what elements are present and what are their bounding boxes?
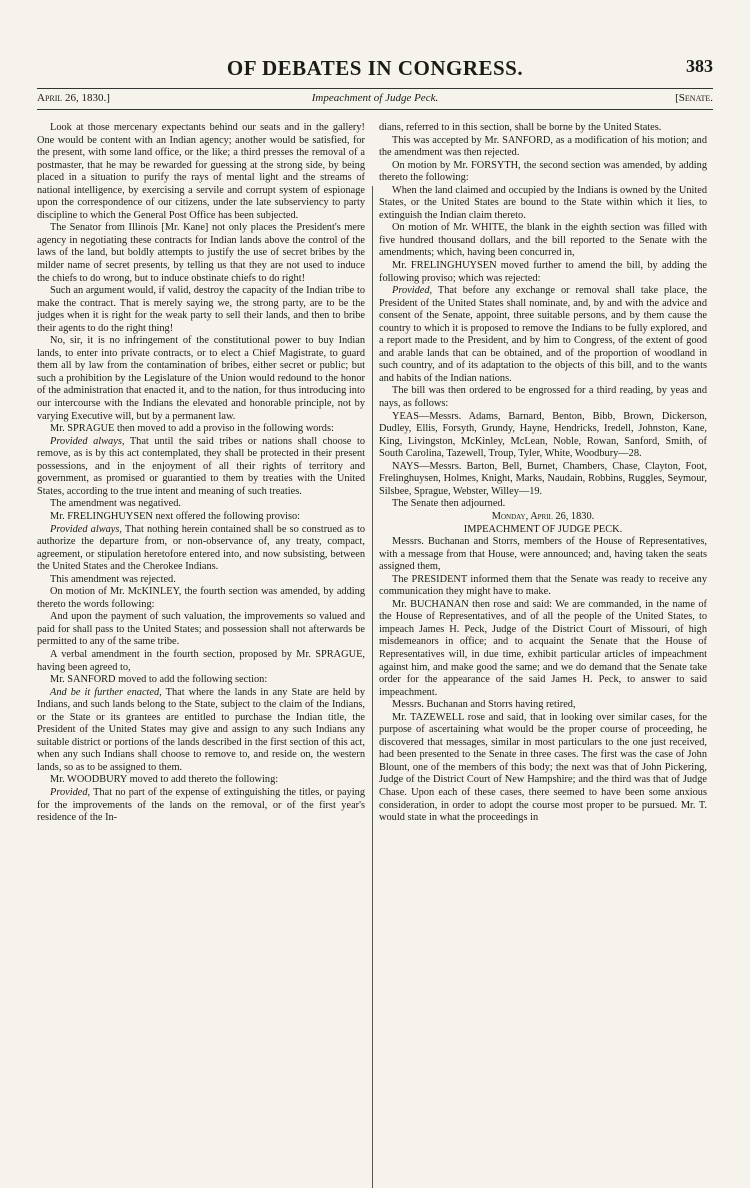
paragraph-text: This amendment was rejected. <box>50 573 176 585</box>
paragraph-text: That before any exchange or removal shall take place, the President of the United States shall nominate, and, by and with the advice and consent of the Senate, appoint, three suitable persons, and by them cause the country to which it is proposed to remove the Indians to be fully explored, and a report made to the President, and by him to Congress, of the extent of good and arable lands that can be obtained, and of the proportion of woodland in such country, and of its adaptation to the objects of this bill, and to the wants and habits of the Indian nations. <box>379 285 707 384</box>
paragraph <box>379 712 707 825</box>
paragraph <box>37 222 365 285</box>
proviso-lead: Provided always, <box>50 435 125 447</box>
paragraph <box>379 599 707 699</box>
paragraph <box>379 574 707 599</box>
paragraph <box>379 222 707 260</box>
proviso-lead: Provided always, <box>50 523 122 535</box>
paragraph-text: This was accepted by Mr. SANFORD, as a modification of his motion; and the amendment was then rejected. <box>379 134 707 159</box>
running-title: OF DEBATES IN CONGRESS. <box>226 56 524 80</box>
paragraph <box>37 674 365 687</box>
paragraph-text: The Senator from Illinois [Mr. Kane] not only places the President's mere agency in negotiating these contracts for Indian lands above the control of the laws of the land, but boldly attempts to justify the use of secret bribes by the milder name of secret presents, by telling us that they are not used to induce the chiefs to do wrong, but to induce obstinate chiefs to do right! <box>37 222 365 284</box>
paragraph-text: That nothing herein contained shall be so construed as to authorize the departure from, or non-observance of, any treaty, compact, agreement, or stipulation heretofore entered into, and now subsisting, between the United States and the Cherokee Indians. <box>37 523 365 573</box>
paragraph-text: Mr. TAZEWELL rose and said, that in looking over similar cases, for the purpose of ascertaining what would be the proper course of proceeding, he discovered that messages, similar in most particulars to the one just received, had been presented to the Senate in three cases. The first was the case of John Blount, one of the members of this body; the next was that of John Pickering, Judge of the District Court of New Hampshire; and the third was that of Judge Chase. Upon each of these cases, there seemed to have been some anxious consideration, in order to adopt the course most proper to be pursued. Mr. T. would state in what the proceedings in <box>379 711 707 824</box>
paragraph <box>379 536 707 574</box>
paragraph <box>379 511 707 524</box>
page-number: 383 <box>686 56 713 76</box>
proviso-lead: And be it further enacted, <box>50 686 162 698</box>
proviso-lead: Provided, <box>392 285 433 297</box>
paragraph-text: On motion of Mr. McKINLEY, the fourth section was amended, by adding thereto the words following: <box>37 586 365 610</box>
paragraph <box>37 787 365 825</box>
paragraph-text: When the land claimed and occupied by the Indians is owned by the United States, or the United States are bound to the State within which it lies, to extinguish the Indian claim thereto. <box>379 184 707 221</box>
proviso-lead: Provided, <box>50 786 91 798</box>
paragraph <box>37 611 365 649</box>
paragraph <box>37 511 365 524</box>
paragraph-text: Mr. WOODBURY moved to add thereto the following: <box>50 774 279 786</box>
paragraph <box>379 498 707 511</box>
paragraph <box>379 122 707 135</box>
paragraph <box>379 135 707 160</box>
paragraph-text: The PRESIDENT informed them that the Senate was ready to receive any communication they might have to make. <box>379 573 707 598</box>
paragraph <box>379 160 707 185</box>
paragraph <box>379 411 707 461</box>
paragraph <box>379 699 707 712</box>
paragraph-text: On motion by Mr. FORSYTH, the second section was amended, by adding thereto the following: <box>379 159 707 184</box>
paragraph <box>37 586 365 611</box>
paragraph-text: That no part of the expense of extinguishing the titles, or paying for the improvements of the lands on the removal, or of the first year's residence of the In- <box>37 786 365 824</box>
paragraph <box>37 774 365 787</box>
chamber-label: [Senate. <box>675 92 713 104</box>
paragraph <box>379 185 707 223</box>
paragraph-text: The amendment was negatived. <box>50 498 181 510</box>
paragraph-text: Mr. SPRAGUE then moved to add a proviso in the following words: <box>50 423 334 435</box>
paragraph <box>37 574 365 587</box>
paragraph <box>37 122 365 222</box>
paragraph <box>37 423 365 436</box>
right-column <box>379 122 707 825</box>
paragraph <box>37 498 365 511</box>
paragraph-text: On motion of Mr. WHITE, the blank in the eighth section was filled with five hundred thousand dollars, and the bill reported to the Senate with the amendments; which, having been concurred in, <box>379 222 707 259</box>
paragraph-text: Mr. BUCHANAN then rose and said: We are commanded, in the name of the House of Representatives, and of all the people of the United States, to impeach James H. Peck, Judge of the District Court of Missouri, of high misdemeanors in office; and to acquaint the Senate that the House of Representatives will, in due time, exhibit particular articles of impeachment against him, and make good the same; and we do demand that the Senate take order for the appearance of the said James H. Peck, to answer to said impeachment. <box>379 598 707 698</box>
paragraph-text: Look at those mercenary expectants behind our seats and in the gallery! One would be content with an Indian agency; another would be satisfied, for the present, with some land office, or the like; a third presses the removal of a postmaster, that he may be rewarded for guessing at the strong side, by being placed in a situation to purify the rays of mental light and the streams of national intelligence, by exercising a servile and corrupt system of espionage upon the correspondence of our citizens, under the late subserviency to party discipline to which the General Post Office has been subjected. <box>37 122 365 221</box>
page-meta-row <box>37 92 713 108</box>
paragraph <box>379 285 707 385</box>
paragraph-text: dians, referred to in this section, shall be borne by the United States. <box>379 122 662 133</box>
paragraph <box>37 436 365 499</box>
paragraph-text: Mr. FRELINGHUYSEN next offered the following proviso: <box>50 510 301 522</box>
paragraph <box>37 524 365 574</box>
paragraph <box>37 335 365 423</box>
paragraph-text: The bill was then ordered to be engrossed for a third reading, by yeas and nays, as follows: <box>379 385 707 410</box>
column-divider <box>372 186 373 1188</box>
paragraph-text: IMPEACHMENT OF JUDGE PECK. <box>463 523 623 535</box>
paragraph-text: Monday, April 26, 1830. <box>491 510 595 522</box>
paragraph-text: Such an argument would, if valid, destroy the capacity of the Indian tribe to make the contract. That is merely saying we, the strong party, are to be the judges when it is right for the weak party to sell their lands, and then to bribe their agents to do the right thing! <box>37 285 365 334</box>
meta-rule <box>37 109 713 110</box>
paragraph-text: And upon the payment of such valuation, the improvements so valued and paid for shall pass to the United States; and possession shall not afterwards be permitted to any of the same tribe. <box>37 611 365 648</box>
left-column <box>37 122 365 825</box>
paragraph <box>37 687 365 775</box>
paragraph-text: YEAS—Messrs. Adams, Barnard, Benton, Bibb, Brown, Dickerson, Dudley, Ellis, Forsyth, Grundy, Hayne, Hendricks, Iredell, Johnston, Kane, King, Livingston, McKinley, McLean, Noble, Rowan, Sanford, Smith, of South Carolina, Tazewell, Troup, Tyler, White, Woodbury—28. <box>379 410 707 460</box>
paragraph <box>379 461 707 499</box>
header-rule <box>37 88 713 89</box>
paragraph <box>37 649 365 674</box>
paragraph <box>379 524 707 537</box>
paragraph-text: Mr. SANFORD moved to add the following section: <box>50 674 268 686</box>
paragraph-text: No, sir, it is no infringement of the constitutional power to buy Indian lands, to enter into private contracts, or to elect a Chief Magistrate, to guard them all by law from the contamination of bribes, either secret or public; but such a prohibition by the Legislature of the Union would redound to the honor of the administration that enacted it, and to the nation, for thus introducing into our intercourse with the Indians the elevated and honorable principle, not by varying Executive will, but by a permanent law. <box>37 335 365 422</box>
paragraph <box>379 260 707 285</box>
section-subject: Impeachment of Judge Peck. <box>311 92 439 104</box>
paragraph-text: That until the said tribes or nations shall choose to remove, as is by this act contemplated, they shall be protected in their present possessions, and in the enjoyment of all their rights of territory and government, as promised or guarantied to them by treaties with the United States, according to the true intent and meaning of such treaties. <box>37 435 365 497</box>
paragraph-text: A verbal amendment in the fourth section, proposed by Mr. SPRAGUE, having been agreed to, <box>37 648 365 673</box>
paragraph-text: Messrs. Buchanan and Storrs, members of the House of Representatives, with a message from that House, were announced; and, having taken the seats assigned them, <box>379 536 707 573</box>
paragraph-text: The Senate then adjourned. <box>392 498 506 510</box>
paragraph-text: NAYS—Messrs. Barton, Bell, Burnet, Chambers, Chase, Clayton, Foot, Frelinghuysen, Holmes, Knight, Marks, Naudain, Robbins, Ruggles, Seymour, Silsbee, Sprague, Webster, Willey—19. <box>379 460 707 497</box>
paragraph-text: That where the lands in any State are held by Indians, and such lands belong to the State, subject to the claim of the Indians, or the State or its grantees are entitled to purchase the Indian title, the President of the United States may give and assign to any such Indians any suitable district or portions of the lands described in the first section of this act, when any such Indians shall choose to remove to, and reside on, the western lands, so as to be assigned to them. <box>37 686 366 773</box>
paragraph <box>37 285 365 335</box>
paragraph-text: Mr. FRELINGHUYSEN moved further to amend the bill, by adding the following proviso; which was rejected: <box>379 260 707 284</box>
paragraph <box>379 385 707 410</box>
session-date: April 26, 1830.] <box>37 92 110 104</box>
paragraph-text: Messrs. Buchanan and Storrs having retired, <box>392 699 576 711</box>
